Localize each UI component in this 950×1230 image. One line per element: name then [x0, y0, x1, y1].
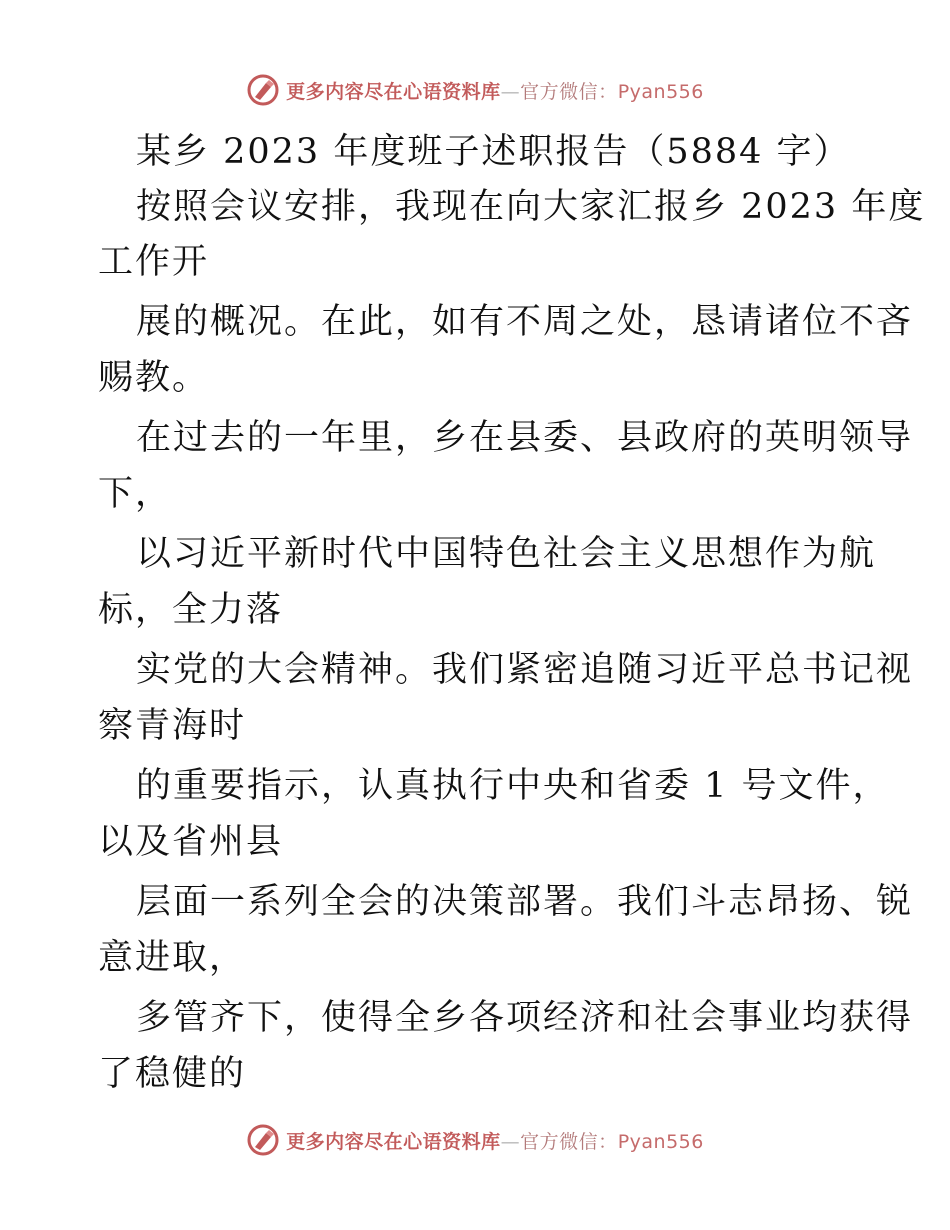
paragraph-line: 意进取，: [98, 938, 247, 978]
paragraph-line: 标，全力落: [98, 590, 284, 630]
paragraph-line: 了稳健的: [98, 1054, 247, 1094]
paragraph-line: 的重要指示，认真执行中央和省委 1 号文件，: [136, 766, 890, 806]
seal-pen-icon: [246, 73, 280, 107]
seal-pen-icon: [246, 1123, 280, 1157]
paragraph-line: 以习近平新时代中国特色社会主义思想作为航: [136, 534, 877, 574]
watermark-text: [286, 77, 704, 104]
watermark-dash: —: [500, 1130, 521, 1153]
watermark-id: Pyan556: [617, 1130, 704, 1153]
paragraph-line: 实党的大会精神。我们紧密追随习近平总书记视: [136, 650, 914, 690]
paragraph-line: 展的概况。在此，如有不周之处，恳请诸位不吝: [136, 302, 914, 342]
watermark-main: 更多内容尽在心语资料库: [286, 80, 501, 103]
document-title: 某乡 2023 年度班子述职报告（5884 字）: [136, 132, 851, 172]
paragraph-line: 多管齐下，使得全乡各项经济和社会事业均获得: [136, 998, 914, 1038]
header-watermark: [0, 70, 950, 110]
paragraph-line: 下，: [98, 474, 173, 514]
watermark-main: 更多内容尽在心语资料库: [286, 1130, 501, 1153]
watermark-id: Pyan556: [617, 80, 704, 103]
paragraph-line: 察青海时: [98, 706, 247, 746]
paragraph-line: 层面一系列全会的决策部署。我们斗志昂扬、锐: [136, 882, 914, 922]
paragraph-line: 工作开: [98, 242, 210, 282]
watermark-dash: —: [500, 80, 521, 103]
paragraph-line: 按照会议安排，我现在向大家汇报乡 2023 年度: [136, 187, 926, 227]
paragraph-line: 以及省州县: [98, 822, 284, 862]
paragraph-line: 在过去的一年里，乡在县委、县政府的英明领导: [136, 418, 914, 458]
footer-watermark: [0, 1120, 950, 1160]
watermark-text: [286, 1127, 704, 1154]
watermark-sub: 官方微信：: [520, 1130, 618, 1153]
watermark-sub: 官方微信：: [520, 80, 618, 103]
paragraph-line: 赐教。: [98, 358, 210, 398]
